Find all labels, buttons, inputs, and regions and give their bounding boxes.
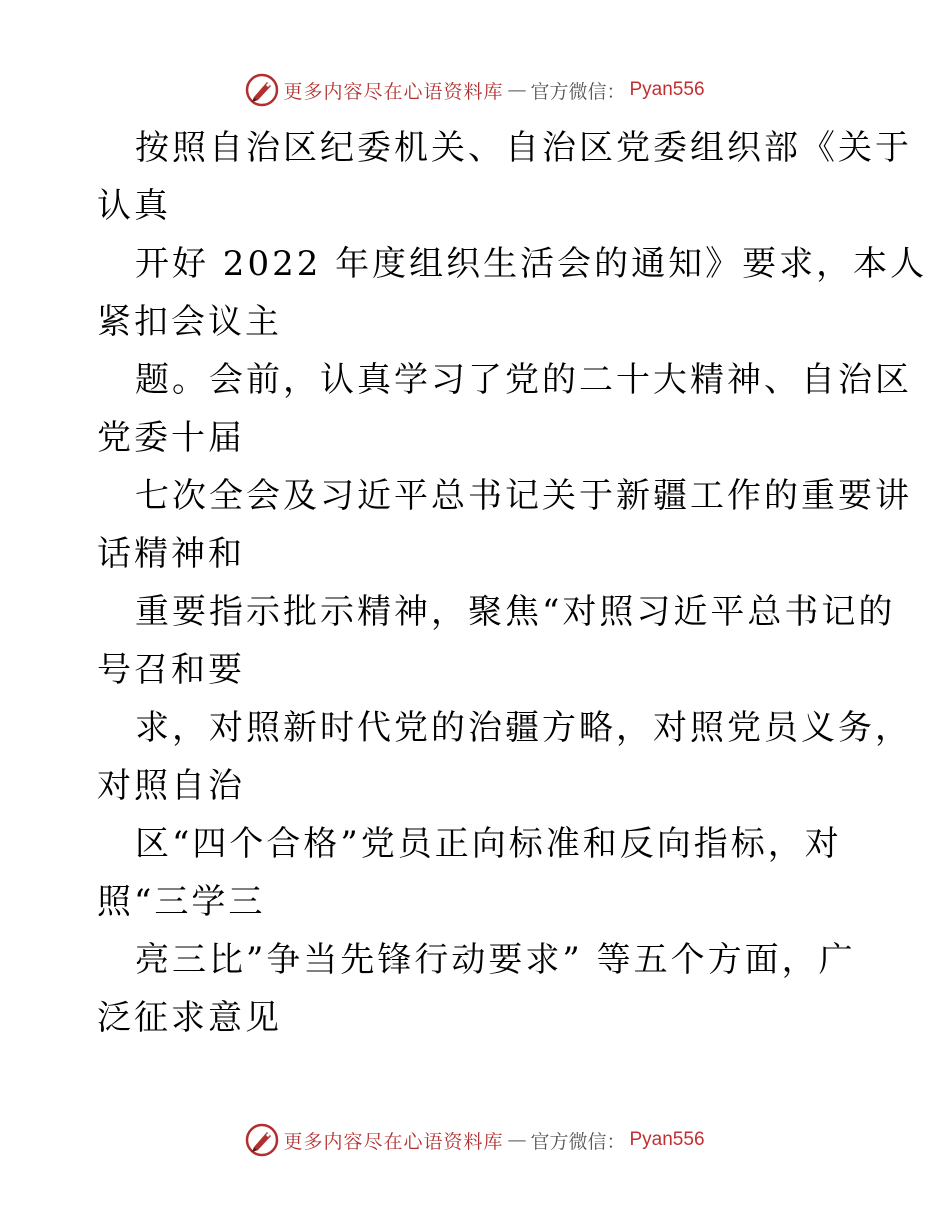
body-line-10: 号召和要 xyxy=(97,650,245,690)
body-line-15: 亮三比”争当先锋行动要求” 等五个方面，广 xyxy=(135,940,856,980)
header-banner-inner xyxy=(245,73,704,107)
header-banner xyxy=(0,70,950,110)
body-line-14: 照“三学三 xyxy=(97,882,266,922)
body-line-13: 区“四个合格”党员正向标准和反向指标，对 xyxy=(135,824,842,864)
footer-brand: 更多内容尽在心语资料库 xyxy=(283,1130,504,1153)
footer-separator: — xyxy=(507,1129,527,1151)
footer-wechat-label: 官方微信： xyxy=(530,1130,626,1153)
body-line-3: 开好 2022 年度组织生活会的通知》要求，本人 xyxy=(135,244,928,284)
body-line-4: 紧扣会议主 xyxy=(97,302,282,342)
footer-wechat-id: Pyan556 xyxy=(629,1129,705,1150)
footer-banner-inner xyxy=(245,1123,704,1157)
body-line-5: 题。会前，认真学习了党的二十大精神、自治区 xyxy=(135,360,912,400)
body-line-2: 认真 xyxy=(97,186,171,226)
body-line-9: 重要指示批示精神，聚焦“对照习近平总书记的 xyxy=(135,592,896,632)
footer-banner xyxy=(0,1120,950,1160)
pen-nib-logo-icon xyxy=(245,1123,279,1157)
body-line-11: 求，对照新时代党的治疆方略，对照党员义务， xyxy=(135,708,912,748)
body-line-16: 泛征求意见 xyxy=(97,998,282,1038)
pen-nib-logo-icon xyxy=(245,73,279,107)
body-line-12: 对照自治 xyxy=(97,766,245,806)
body-line-8: 话精神和 xyxy=(97,534,245,574)
header-separator: — xyxy=(507,79,527,101)
body-line-1: 按照自治区纪委机关、自治区党委组织部《关于 xyxy=(135,128,912,168)
body-line-6: 党委十届 xyxy=(97,418,245,458)
header-wechat-id: Pyan556 xyxy=(629,79,705,100)
body-line-7: 七次全会及习近平总书记关于新疆工作的重要讲 xyxy=(135,476,912,516)
header-wechat-label: 官方微信： xyxy=(530,80,626,103)
header-brand: 更多内容尽在心语资料库 xyxy=(283,80,504,103)
